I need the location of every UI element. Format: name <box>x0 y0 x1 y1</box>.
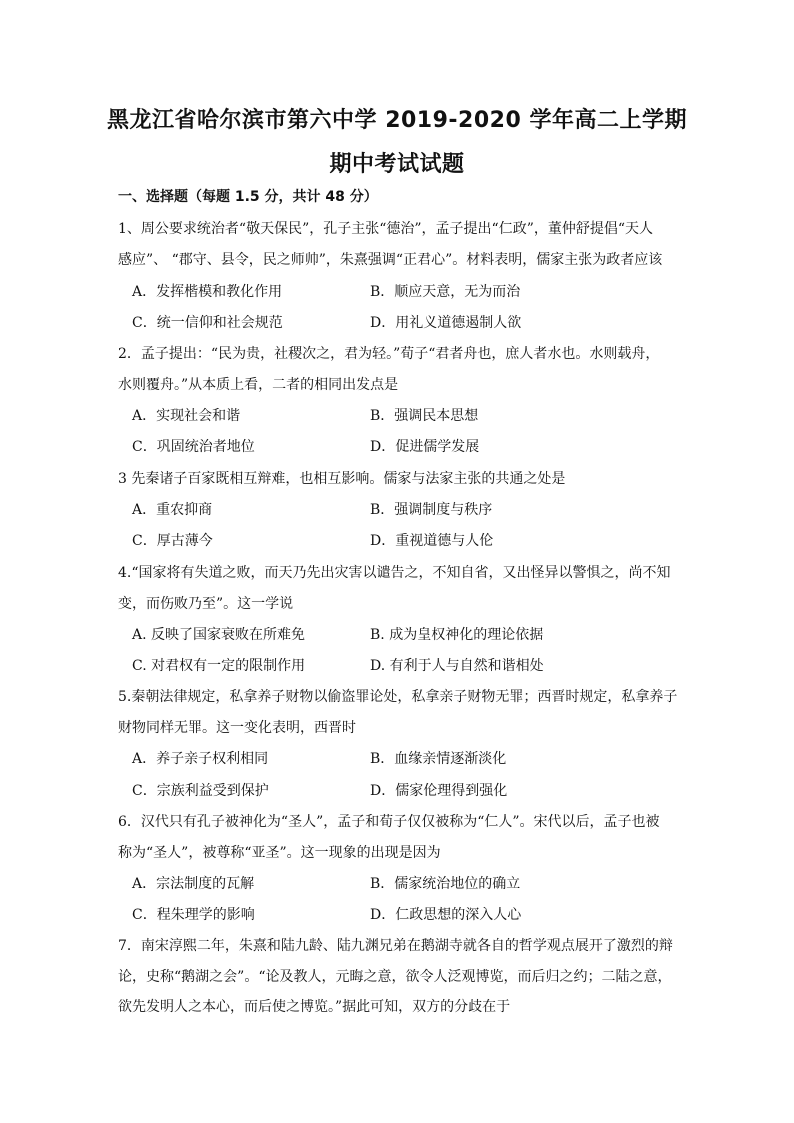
question-text: 1、周公要求统治者“敬天保民”，孔子主张“德治”，孟子提出“仁政”，董仲舒提倡“天人 <box>118 221 654 237</box>
question-text: 3 先秦诸子百家既相互辩难，也相互影响。儒家与法家主张的共通之处是 <box>118 471 566 487</box>
option-d: D．用礼义道德遏制人欲 <box>370 315 522 331</box>
option-a: A．养子亲子权利相同 <box>132 751 269 767</box>
page-title: 黑龙江省哈尔滨市第六中学 2019-2020 学年高二上学期 <box>107 108 687 133</box>
option-a: A．发挥楷模和教化作用 <box>132 284 283 300</box>
option-c: C．程朱理学的影响 <box>132 907 255 923</box>
question-text: 感应”、 “郡守、县令，民之师帅”，朱熹强调“正君心”。材料表明，儒家主张为政者应该 <box>118 252 663 268</box>
question-text: 水则覆舟。”从本质上看，二者的相同出发点是 <box>118 377 399 393</box>
option-b: B. 成为皇权神化的理论依据 <box>370 627 544 643</box>
option-b: B．顺应天意，无为而治 <box>370 284 521 300</box>
question-text: 论，史称“鹅湖之会”。“论及教人，元晦之意，欲令人泛观博览，而后归之约；二陆之意， <box>118 969 672 985</box>
section-heading: 一、选择题（每题 1.5 分，共计 48 分） <box>118 189 378 205</box>
option-d: D．重视道德与人伦 <box>370 533 494 549</box>
question-text: 7．南宋淳熙二年，朱熹和陆九龄、陆九渊兄弟在鹅湖寺就各自的哲学观点展开了激烈的辩 <box>118 938 673 954</box>
option-d: D．儒家伦理得到强化 <box>370 783 508 799</box>
option-c: C．巩固统治者地位 <box>132 439 255 455</box>
option-a: A．重农抑商 <box>132 502 213 518</box>
page-subtitle: 期中考试试题 <box>329 152 465 177</box>
question-text: 5.秦朝法律规定，私拿养子财物以偷盗罪论处，私拿亲子财物无罪；西晋时规定，私拿养子 <box>118 689 678 705</box>
option-d: D. 有利于人与自然和谐相处 <box>370 658 544 674</box>
option-a: A．实现社会和谐 <box>132 408 241 424</box>
question-text: 2．孟子提出：“民为贵，社稷次之，君为轻。”荀子“君者舟也，庶人者水也。水则载舟， <box>118 346 660 362</box>
question-text: 变，而伤败乃至”。这一学说 <box>118 596 294 612</box>
option-b: B．强调制度与秩序 <box>370 502 493 518</box>
option-b: B．儒家统治地位的确立 <box>370 876 521 892</box>
question-text: 欲先发明人之本心，而后使之博览。”据此可知，双方的分歧在于 <box>118 999 511 1015</box>
option-b: B．血缘亲情逐渐淡化 <box>370 751 507 767</box>
question-text: 财物同样无罪。这一变化表明，西晋时 <box>118 720 356 736</box>
option-b: B．强调民本思想 <box>370 408 479 424</box>
option-a: A．宗法制度的瓦解 <box>132 876 255 892</box>
question-text: 4.“国家将有失道之败，而天乃先出灾害以谴告之，不知自省，又出怪异以警惧之，尚不知 <box>118 565 671 581</box>
option-c: C. 对君权有一定的限制作用 <box>132 658 306 674</box>
option-d: D．仁政思想的深入人心 <box>370 907 522 923</box>
question-text: 6．汉代只有孔子被神化为“圣人”，孟子和荀子仅仅被称为“仁人”。宋代以后，孟子也被 <box>118 814 660 830</box>
option-c: C．宗族利益受到保护 <box>132 783 269 799</box>
option-c: C．统一信仰和社会规范 <box>132 315 283 331</box>
option-c: C．厚古薄今 <box>132 533 213 549</box>
option-a: A. 反映了国家衰败在所难免 <box>132 627 306 643</box>
question-text: 称为“圣人”，被尊称“亚圣”。这一现象的出现是因为 <box>118 845 441 861</box>
option-d: D．促进儒学发展 <box>370 439 480 455</box>
